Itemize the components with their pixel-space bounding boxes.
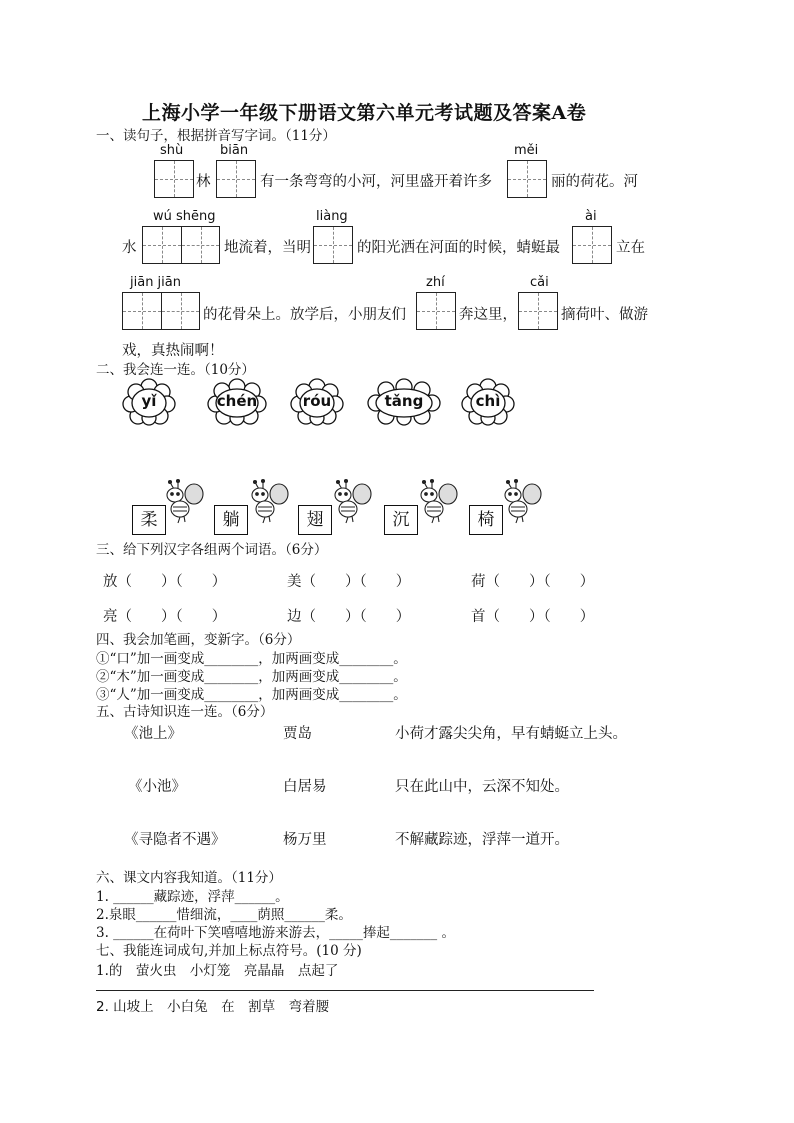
flower-tang <box>367 378 441 426</box>
section-6-heading: 六、课文内容我知道。（11分） <box>96 870 282 886</box>
section-2-heading: 二、我会连一连。（10分） <box>96 362 255 378</box>
char-box-tang: 躺 <box>214 505 248 535</box>
answer-grid-wusheng[interactable] <box>142 226 220 264</box>
pinyin-cai: cǎi <box>530 275 549 290</box>
poem-title-3: 《寻隐者不遇》 <box>124 832 226 848</box>
sentence-words-1: 1.的 萤火虫 小灯笼 亮晶晶 点起了 <box>96 963 339 979</box>
poem-verse-2: 只在此山中，云深不知处。 <box>395 779 569 795</box>
text-line1-mid: 有一条弯弯的小河，河里盛开着许多 <box>260 174 492 190</box>
char-box-chi: 翅 <box>298 505 332 535</box>
answer-grid-jianjian[interactable] <box>122 292 200 330</box>
pinyin-shu: shù <box>160 143 184 158</box>
bee-icon <box>496 478 546 528</box>
pinyin-liang: liàng <box>316 209 348 224</box>
poem-author-1: 贾岛 <box>283 726 312 742</box>
pinyin-mei: měi <box>514 143 539 158</box>
word-group-he[interactable]: 荷（ ）（ ） <box>471 574 595 590</box>
poem-author-2: 白居易 <box>283 779 327 795</box>
flower-chen <box>207 378 267 426</box>
flower-label: yǐ <box>141 392 157 410</box>
fill-item-2[interactable]: 2.泉眼______惜细流，____荫照______柔。 <box>96 907 352 923</box>
text-line2-b: 的阳光洒在河面的时候，蜻蜓最 <box>357 240 560 256</box>
poem-verse-1: 小荷才露尖尖角，早有蜻蜓立上头。 <box>395 726 627 742</box>
fill-item-1[interactable]: 1. ______藏踪迹，浮萍______。 <box>96 889 289 905</box>
char-box-chen: 沉 <box>384 505 418 535</box>
pinyin-ai: ài <box>585 209 597 224</box>
poem-author-3: 杨万里 <box>283 832 327 848</box>
word-group-shou[interactable]: 首（ ）（ ） <box>471 609 595 625</box>
section-1-heading: 一、读句子，根据拼音写字词。（11分） <box>96 128 336 144</box>
flower-label: chén <box>216 392 258 410</box>
section-4-heading: 四、我会加笔画，变新字。（6分） <box>96 632 301 648</box>
flower-label: róu <box>302 392 332 410</box>
fill-item-3[interactable]: 3. ______在荷叶下笑嘻嘻地游来游去，_____捧起_______ 。 <box>96 925 455 941</box>
poem-title-1: 《池上》 <box>124 726 182 742</box>
bee-icon <box>326 478 376 528</box>
flower-yi <box>122 378 176 426</box>
poem-verse-3: 不解藏踪迹，浮萍一道开。 <box>395 832 569 848</box>
pinyin-jianjian: jiān jiān <box>130 275 181 290</box>
word-group-liang[interactable]: 亮（ ）（ ） <box>103 609 227 625</box>
page-title: 上海小学一年级下册语文第六单元考试题及答案A卷 <box>142 102 587 124</box>
pinyin-zhi: zhí <box>426 275 445 290</box>
char-box-rou: 柔 <box>132 505 166 535</box>
text-line2-c: 立在 <box>616 240 645 256</box>
stroke-item-1[interactable]: ①“口”加一画变成________，加两画变成________。 <box>96 651 407 667</box>
bee-icon <box>243 478 293 528</box>
answer-grid-shu[interactable] <box>154 160 194 198</box>
text-lin: 林 <box>196 174 211 190</box>
sentence-words-2: 2. 山坡上 小白兔 在 割草 弯着腰 <box>96 999 330 1015</box>
text-line3-c: 摘荷叶、做游 <box>561 307 648 323</box>
flower-rou <box>290 378 344 426</box>
pinyin-wusheng: wú shēng <box>153 209 216 224</box>
word-group-bian[interactable]: 边（ ）（ ） <box>287 609 411 625</box>
text-line3-b: 奔这里， <box>459 307 517 323</box>
flower-label: chì <box>475 392 501 410</box>
word-group-mei[interactable]: 美（ ）（ ） <box>287 574 411 590</box>
char-box-yi: 椅 <box>469 505 503 535</box>
answer-grid-ai[interactable] <box>572 226 612 264</box>
text-line3-a: 的花骨朵上。放学后，小朋友们 <box>203 307 406 323</box>
answer-grid-liang[interactable] <box>313 226 353 264</box>
answer-grid-bian[interactable] <box>216 160 256 198</box>
section-3-heading: 三、给下列汉字各组两个词语。（6分） <box>96 542 328 558</box>
answer-line-1[interactable] <box>96 990 594 991</box>
word-group-fang[interactable]: 放（ ）（ ） <box>103 574 227 590</box>
text-line2-a: 地流着，当明 <box>224 240 311 256</box>
flower-chi <box>461 378 515 426</box>
text-shui: 水 <box>122 240 137 256</box>
answer-grid-zhi[interactable] <box>416 292 456 330</box>
poem-title-2: 《小池》 <box>128 779 186 795</box>
answer-grid-cai[interactable] <box>518 292 558 330</box>
answer-grid-mei[interactable] <box>507 160 547 198</box>
pinyin-bian: biān <box>220 143 249 158</box>
text-line1-end: 丽的荷花。河 <box>551 174 638 190</box>
flower-label: tǎng <box>384 392 424 410</box>
stroke-item-3[interactable]: ③“人”加一画变成________，加两画变成________。 <box>96 687 407 703</box>
bee-icon <box>412 478 462 528</box>
section-5-heading: 五、古诗知识连一连。（6分） <box>96 704 274 720</box>
section-7-heading: 七、我能连词成句,并加上标点符号。(10 分) <box>96 943 362 959</box>
stroke-item-2[interactable]: ②“木”加一画变成________，加两画变成________。 <box>96 669 407 685</box>
text-line4: 戏，真热闹啊！ <box>122 343 224 359</box>
